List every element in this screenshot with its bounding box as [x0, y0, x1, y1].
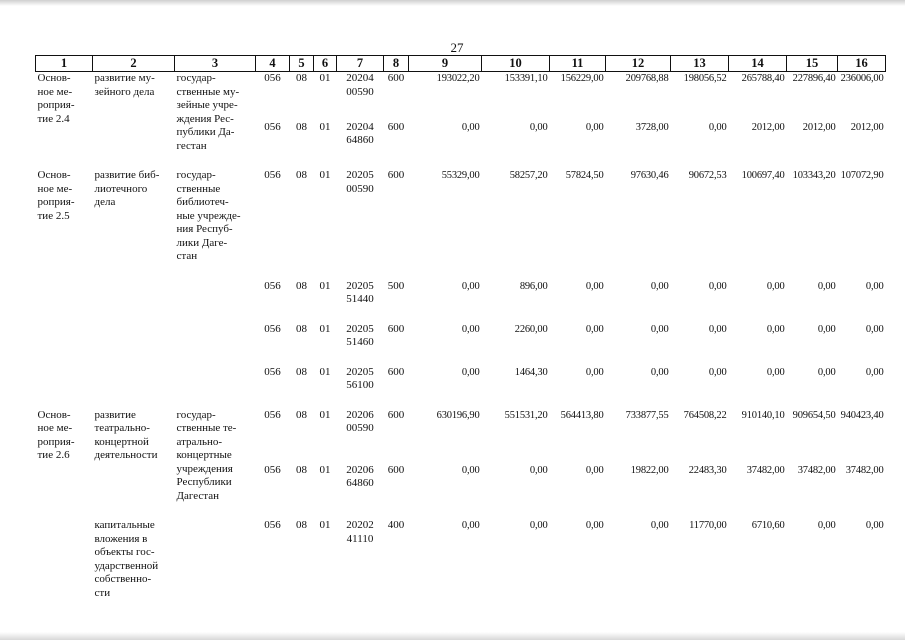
executor-name-line: ния Респуб- [176, 223, 233, 235]
scan-edge-bottom [0, 632, 905, 640]
measure-name [36, 409, 93, 504]
executor-name [175, 409, 256, 504]
executor-name-line: ственные те- [176, 422, 237, 434]
code-col-6: 01 [319, 322, 331, 335]
code-col-6: 01 [319, 72, 331, 84]
code-col-7-line: 20204 [346, 120, 374, 133]
spacer-cell [36, 264, 886, 280]
empty-cell [36, 519, 93, 600]
executor-name-line: государ- [176, 72, 216, 84]
table-header-row [36, 56, 886, 72]
value-col-10: 153391,10 [504, 73, 548, 84]
code-col-4: 056 [264, 408, 281, 421]
measure-name-line: тие 2.6 [37, 449, 70, 461]
header-col-8: 8 [384, 56, 409, 72]
program-name-line: капитальные [94, 519, 155, 531]
code-col-8: 600 [387, 169, 405, 181]
measure-name [36, 169, 93, 264]
value-col-10: 2260,00 [514, 323, 548, 335]
code-col-8: 600 [387, 408, 405, 421]
code-col-4: 056 [264, 365, 281, 378]
measure-name-line: Основ- [37, 72, 71, 84]
value-col-12: 0,00 [650, 520, 669, 531]
value-col-9: 0,00 [461, 464, 480, 476]
header-col-9: 9 [409, 56, 482, 72]
executor-name [175, 169, 256, 264]
measure-name-line: роприя- [37, 435, 75, 448]
value-col-10: 58257,20 [509, 170, 548, 181]
header-col-11: 11 [550, 56, 606, 72]
header-col-4: 4 [256, 56, 290, 72]
value-col-11: 156229,00 [560, 73, 604, 84]
code-col-6: 01 [319, 408, 331, 421]
executor-name [175, 72, 256, 154]
empty-cell [93, 280, 175, 307]
executor-name-line: учреждения [176, 462, 233, 475]
code-col-4: 056 [264, 463, 281, 476]
row-spacer [36, 393, 886, 409]
table-row [36, 169, 886, 264]
executor-name-line: государ- [176, 408, 216, 421]
code-col-5: 08 [296, 408, 307, 421]
header-col-10: 10 [482, 56, 550, 72]
executor-name-line: ные учрежде- [176, 209, 241, 222]
executor-name-line: ственные [176, 182, 221, 195]
table-row [36, 366, 886, 393]
code-col-7-line: 00590 [346, 85, 374, 98]
code-col-7-line: 56100 [346, 379, 374, 391]
value-col-12: 0,00 [650, 280, 669, 292]
value-col-9: 55329,00 [441, 170, 480, 181]
code-col-7 [337, 72, 384, 105]
value-col-16: 0,00 [865, 323, 884, 335]
measure-name-line: ное ме- [37, 182, 73, 195]
spacer-cell [256, 448, 886, 464]
spacer-cell [36, 350, 886, 366]
code-col-5: 08 [296, 519, 307, 531]
measure-name [36, 72, 93, 154]
value-col-9: 630196,90 [436, 409, 480, 421]
code-col-7-line: 20205 [346, 279, 374, 292]
value-col-13: 0,00 [708, 366, 727, 378]
code-col-5: 08 [296, 72, 307, 84]
value-col-14: 0,00 [766, 323, 785, 335]
value-col-15: 0,00 [817, 520, 836, 531]
code-col-6: 01 [319, 519, 331, 531]
executor-name-line: Дагестан [176, 489, 220, 502]
executor-name-line: атрально- [176, 435, 223, 448]
table-row [36, 323, 886, 350]
value-col-10: 0,00 [529, 520, 548, 531]
code-col-7-line: 51460 [346, 336, 374, 348]
code-col-6: 01 [319, 169, 331, 181]
value-col-12: 209768,88 [625, 73, 669, 84]
executor-name-line: лики Даге- [176, 236, 228, 249]
code-col-6: 01 [319, 365, 331, 378]
scan-edge-top [0, 0, 905, 6]
value-col-10: 0,00 [529, 464, 548, 476]
value-col-16: 0,00 [865, 280, 884, 292]
value-col-14: 37482,00 [746, 464, 785, 476]
value-col-16: 940423,40 [840, 409, 884, 421]
code-col-4: 056 [264, 279, 281, 292]
program-name-line: лиотечного [94, 182, 148, 195]
value-col-13: 90672,53 [688, 170, 727, 181]
code-col-5: 08 [296, 463, 307, 476]
value-col-14: 265788,40 [741, 73, 785, 84]
value-col-11: 0,00 [585, 121, 604, 133]
value-col-13: 0,00 [708, 121, 727, 133]
program-name-line: концертной [94, 435, 149, 448]
value-col-16: 236006,00 [840, 73, 884, 84]
code-col-8: 400 [387, 519, 405, 531]
value-col-11: 564413,80 [560, 409, 604, 421]
spacer-cell [36, 503, 886, 519]
empty-cell [36, 323, 93, 350]
code-col-5: 08 [296, 322, 307, 335]
value-col-16: 107072,90 [840, 170, 884, 181]
code-col-7 [337, 169, 384, 264]
code-col-7-line: 51440 [346, 293, 374, 305]
code-col-7-line: 00590 [346, 422, 374, 434]
code-col-7 [337, 409, 384, 448]
value-col-13: 764508,22 [683, 409, 727, 421]
code-col-4: 056 [264, 120, 281, 133]
value-col-9: 0,00 [461, 323, 480, 335]
measure-name-line: роприя- [37, 196, 75, 208]
code-col-4: 056 [264, 519, 281, 531]
code-col-8: 600 [387, 365, 405, 378]
code-col-7-line: 64860 [346, 477, 374, 490]
header-col-15: 15 [787, 56, 838, 72]
code-col-8: 500 [387, 279, 405, 292]
measure-name-line: ное ме- [37, 85, 73, 98]
table-row [36, 409, 886, 448]
measure-name-line: роприя- [37, 99, 75, 111]
program-name-line: объекты гос- [94, 546, 155, 558]
program-name-line: собственно- [94, 573, 152, 585]
code-col-5: 08 [296, 365, 307, 378]
table-row [36, 72, 886, 105]
row-spacer [36, 264, 886, 280]
row-spacer [36, 503, 886, 519]
empty-cell [93, 366, 175, 393]
value-col-15: 227896,40 [792, 73, 836, 84]
code-col-7 [337, 323, 384, 350]
value-col-11: 0,00 [585, 520, 604, 531]
value-col-10: 551531,20 [504, 409, 548, 421]
value-col-13: 0,00 [708, 280, 727, 292]
code-col-7 [337, 519, 384, 600]
value-col-13: 22483,30 [688, 464, 727, 476]
value-col-9: 193022,20 [436, 73, 480, 84]
header-col-16: 16 [838, 56, 886, 72]
value-col-15: 0,00 [817, 323, 836, 335]
value-col-14: 0,00 [766, 366, 785, 378]
code-col-4: 056 [264, 72, 281, 84]
header-col-12: 12 [606, 56, 671, 72]
header-col-6: 6 [314, 56, 337, 72]
header-col-3: 3 [175, 56, 256, 72]
value-col-11: 0,00 [585, 366, 604, 378]
empty-cell [175, 280, 256, 307]
code-col-5: 08 [296, 279, 307, 292]
code-col-4: 056 [264, 169, 281, 181]
value-col-10: 0,00 [529, 121, 548, 133]
spacer-cell [36, 153, 886, 169]
value-col-12: 19822,00 [630, 464, 669, 476]
code-col-6: 01 [319, 120, 331, 133]
empty-cell [175, 323, 256, 350]
value-col-13: 198056,52 [683, 73, 727, 84]
program-name-line: театрально- [94, 422, 150, 434]
header-col-2: 2 [93, 56, 175, 72]
empty-cell [36, 366, 93, 393]
code-col-8: 600 [387, 72, 405, 84]
table-row [36, 519, 886, 600]
code-col-5: 08 [296, 120, 307, 133]
header-col-14: 14 [729, 56, 787, 72]
executor-name-line: ждения Рес- [176, 112, 234, 125]
value-col-14: 0,00 [766, 280, 785, 292]
value-col-16: 37482,00 [845, 464, 884, 476]
value-col-15: 2012,00 [802, 121, 836, 133]
code-col-7-line: 20205 [346, 365, 374, 378]
program-name-line: дела [94, 196, 116, 208]
value-col-13: 0,00 [708, 323, 727, 335]
code-col-7-line: 00590 [346, 182, 374, 195]
value-col-16: 0,00 [865, 366, 884, 378]
value-col-15: 103343,20 [792, 170, 836, 181]
table-row [36, 280, 886, 307]
value-col-9: 0,00 [461, 121, 480, 133]
value-col-10: 1464,30 [514, 366, 548, 378]
code-col-6: 01 [319, 279, 331, 292]
value-col-11: 57824,50 [565, 170, 604, 181]
header-col-13: 13 [671, 56, 729, 72]
measure-name-line: Основ- [37, 169, 71, 181]
code-col-6: 01 [319, 463, 331, 476]
empty-cell [36, 280, 93, 307]
code-col-8: 600 [387, 322, 405, 335]
program-name-line: развитие му- [94, 72, 155, 84]
code-col-5: 08 [296, 169, 307, 181]
spacer-cell [256, 105, 886, 121]
header-col-5: 5 [290, 56, 314, 72]
value-col-13: 11770,00 [689, 520, 727, 531]
value-col-16: 2012,00 [850, 121, 884, 133]
executor-name-line: стан [176, 250, 198, 262]
value-col-15: 37482,00 [797, 464, 836, 476]
value-col-16: 0,00 [865, 520, 884, 531]
value-col-15: 0,00 [817, 366, 836, 378]
program-name-line: деятельности [94, 449, 158, 461]
code-col-7 [337, 366, 384, 393]
code-col-7 [337, 280, 384, 307]
executor-name-line: библиотеч- [176, 196, 229, 208]
program-name-line: ударственной [94, 559, 159, 572]
code-col-7-line: 20202 [346, 519, 374, 531]
value-col-12: 97630,46 [630, 170, 669, 181]
value-col-15: 0,00 [817, 280, 836, 292]
code-col-7 [337, 464, 384, 503]
program-name [93, 409, 175, 504]
code-col-7 [337, 121, 384, 153]
measure-name-line: Основ- [37, 408, 71, 421]
executor-name-line: государ- [176, 169, 216, 181]
value-col-14: 6710,60 [751, 520, 785, 531]
measure-name-line: ное ме- [37, 422, 73, 434]
header-col-1: 1 [36, 56, 93, 72]
program-name [93, 72, 175, 154]
program-name-line: развитие [94, 408, 136, 421]
value-col-11: 0,00 [585, 464, 604, 476]
empty-cell [175, 519, 256, 600]
row-spacer [36, 153, 886, 169]
value-col-14: 100697,40 [741, 170, 785, 181]
executor-name-line: зейные учре- [176, 99, 238, 111]
executor-name-line: Республики [176, 476, 232, 488]
spacer-cell [36, 307, 886, 323]
code-col-8: 600 [387, 463, 405, 476]
empty-cell [93, 323, 175, 350]
code-col-7-line: 20205 [346, 322, 374, 335]
code-col-8: 600 [387, 120, 405, 133]
code-col-7-line: 64860 [346, 134, 374, 147]
measure-name-line: тие 2.4 [37, 112, 70, 125]
code-col-4: 056 [264, 322, 281, 335]
value-col-9: 0,00 [461, 280, 480, 292]
value-col-14: 2012,00 [751, 121, 785, 133]
budget-table [35, 55, 885, 600]
header-col-7: 7 [337, 56, 384, 72]
value-col-9: 0,00 [461, 520, 480, 531]
value-col-9: 0,00 [461, 366, 480, 378]
value-col-12: 3728,00 [635, 121, 669, 133]
code-col-7-line: 41110 [346, 532, 374, 545]
program-name-line: сти [94, 586, 111, 599]
row-spacer [36, 307, 886, 323]
executor-name-line: ственные му- [176, 85, 240, 98]
executor-name-line: концертные [176, 449, 232, 461]
code-col-7-line: 20204 [346, 72, 374, 84]
value-col-12: 0,00 [650, 323, 669, 335]
executor-name-line: публики Да- [176, 126, 235, 138]
value-col-14: 910140,10 [741, 409, 785, 421]
program-name [93, 169, 175, 264]
value-col-15: 909654,50 [792, 409, 836, 421]
value-col-11: 0,00 [585, 323, 604, 335]
program-name-line: вложения в [94, 532, 148, 545]
program-name-line: развитие биб- [94, 169, 160, 181]
spacer-cell [36, 393, 886, 409]
empty-cell [175, 366, 256, 393]
value-col-10: 896,00 [519, 280, 548, 292]
row-spacer [36, 350, 886, 366]
executor-name-line: гестан [176, 139, 207, 152]
code-col-7-line: 20205 [346, 169, 374, 181]
page-number: 27 [450, 40, 464, 55]
code-col-7-line: 20206 [346, 408, 374, 421]
code-col-7-line: 20206 [346, 463, 374, 476]
program-name [93, 519, 175, 600]
program-name-line: зейного дела [94, 85, 155, 98]
measure-name-line: тие 2.5 [37, 209, 70, 222]
value-col-12: 0,00 [650, 366, 669, 378]
value-col-11: 0,00 [585, 280, 604, 292]
value-col-12: 733877,55 [625, 409, 669, 421]
